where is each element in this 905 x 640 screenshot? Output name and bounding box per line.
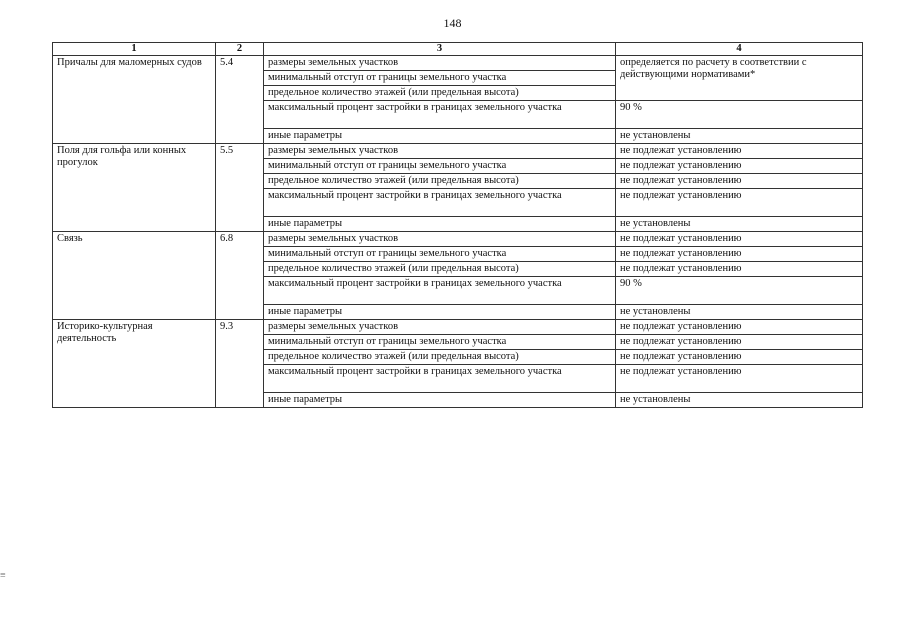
parameter-value: не установлены [616,305,863,320]
parameter-value: определяется по расчету в соответствии с действующими нормативами* [616,56,863,101]
parameter-value: 90 % [616,277,863,305]
parameter-name: предельное количество этажей (или предельная высота) [264,350,616,365]
parameter-value: не подлежат установлению [616,350,863,365]
parameter-name: размеры земельных участков [264,232,616,247]
parameter-name: размеры земельных участков [264,56,616,71]
land-use-name: Поля для гольфа или конных прогулок [53,144,216,232]
parameter-name: минимальный отступ от границы земельного участка [264,159,616,174]
parameter-name: предельное количество этажей (или предельная высота) [264,174,616,189]
table-header-row [53,43,863,56]
land-use-name: Причалы для маломерных судов [53,56,216,144]
parameter-name: максимальный процент застройки в границах земельного участка [264,365,616,393]
parameter-name: иные параметры [264,217,616,232]
parameter-name: иные параметры [264,129,616,144]
parameter-name: иные параметры [264,305,616,320]
column-header: 1 [53,43,216,56]
parameter-name: минимальный отступ от границы земельного участка [264,335,616,350]
parameter-name: предельное количество этажей (или предельная высота) [264,262,616,277]
parameter-value: не установлены [616,217,863,232]
parameter-value: не подлежат установлению [616,247,863,262]
land-use-parameters-table [52,42,863,408]
parameter-name: максимальный процент застройки в границах земельного участка [264,101,616,129]
parameter-value: не подлежат установлению [616,189,863,217]
page-number: 148 [443,16,462,30]
parameter-name: предельное количество этажей (или предельная высота) [264,86,616,101]
parameter-value: не подлежат установлению [616,232,863,247]
parameter-value: не подлежат установлению [616,174,863,189]
land-use-code: 5.4 [216,56,264,144]
parameter-value: не установлены [616,393,863,408]
parameter-name: минимальный отступ от границы земельного участка [264,247,616,262]
table-row [53,56,863,71]
column-header: 3 [264,43,616,56]
parameter-name: размеры земельных участков [264,320,616,335]
land-use-code: 5.5 [216,144,264,232]
parameter-value: не подлежат установлению [616,320,863,335]
column-header: 4 [616,43,863,56]
parameter-value: не подлежат установлению [616,262,863,277]
parameter-value: не подлежат установлению [616,159,863,174]
parameter-value: не подлежат установлению [616,144,863,159]
scan-edge-mark: ≡ [0,570,6,581]
parameter-name: минимальный отступ от границы земельного участка [264,71,616,86]
land-use-name: Историко-культурная деятельность [53,320,216,408]
column-header: 2 [216,43,264,56]
parameter-name: размеры земельных участков [264,144,616,159]
table-row [53,320,863,335]
table-row [53,144,863,159]
parameter-name: максимальный процент застройки в границах земельного участка [264,277,616,305]
table-row [53,232,863,247]
land-use-code: 6.8 [216,232,264,320]
parameter-name: максимальный процент застройки в границах земельного участка [264,189,616,217]
land-use-code: 9.3 [216,320,264,408]
parameter-value: не установлены [616,129,863,144]
parameter-value: не подлежат установлению [616,365,863,393]
parameter-value: 90 % [616,101,863,129]
parameter-value: не подлежат установлению [616,335,863,350]
land-use-name: Связь [53,232,216,320]
parameter-name: иные параметры [264,393,616,408]
